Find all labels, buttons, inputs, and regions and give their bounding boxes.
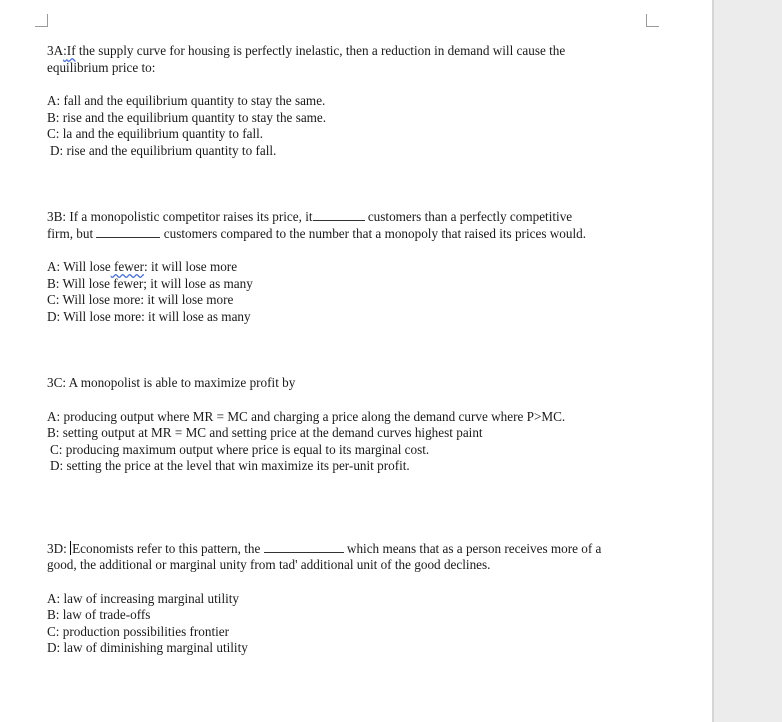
question-3d-text-line2: good, the additional or marginal unity from tad' additional unit of the good declines.: [47, 557, 491, 572]
option-a-text: A: Will lose: [47, 259, 111, 274]
option-a: A: fall and the equilibrium quantity to stay the same.: [47, 93, 326, 108]
answer-blank-2: [96, 227, 160, 238]
question-3b-options: [47, 259, 657, 325]
page-edge-shadow: [712, 0, 714, 722]
question-3d-prompt: [47, 541, 657, 574]
question-3d: [47, 541, 657, 657]
answer-blank-1: [313, 210, 365, 221]
crop-mark-top-right: [646, 14, 659, 27]
question-3c: [47, 375, 657, 475]
option-a-text-cont: : it will lose more: [144, 259, 238, 274]
spellcheck-mark: :: [63, 43, 67, 58]
option-b: B: rise and the equilibrium quantity to stay the same.: [47, 109, 327, 125]
option-c: C: la and the equilibrium quantity to fall.: [47, 126, 264, 141]
question-3d-text: Economists refer to this pattern, the: [72, 540, 264, 556]
question-3c-options: [47, 409, 657, 475]
option-d: D: rise and the equilibrium quantity to fall.: [50, 142, 277, 158]
spellcheck-word: fewer: [110, 259, 145, 274]
option-d: D: setting the price at the level that win maximize its per-unit profit.: [50, 458, 410, 473]
question-3b: [47, 209, 657, 325]
question-3b-text-line2-cont: customers compared to the number that a monopoly that raised its prices would.: [160, 225, 587, 241]
question-3b-text: 3B: If a monopolistic competitor raises its price, it: [47, 209, 313, 224]
question-3a-number: 3A: [47, 43, 64, 58]
question-3c-prompt: 3C: A monopolist is able to maximize profit by: [47, 375, 296, 390]
question-3b-text-line2: firm, but: [47, 225, 97, 241]
option-b: B: setting output at MR = MC and setting price at the demand curves highest paint: [47, 425, 483, 440]
question-3d-text-cont: which means that as a person receives more of a: [343, 540, 602, 556]
question-3a-options: [47, 93, 657, 159]
text-cursor: [70, 541, 71, 555]
question-3a-text: the supply curve for housing is perfectly inelastic, then a reduction in demand will cause the: [75, 43, 566, 58]
question-3d-number: 3D:: [47, 540, 71, 556]
question-3d-options: [47, 591, 657, 657]
question-3b-text-cont: customers than a perfectly competitive: [364, 209, 573, 224]
option-a: [47, 259, 657, 276]
option-a: A: law of increasing marginal utility: [47, 590, 240, 606]
option-b: B: law of trade-offs: [47, 607, 151, 622]
question-3a-prompt: [47, 43, 657, 76]
spellcheck-word: If: [66, 43, 76, 58]
option-c: C: production possibilities frontier: [47, 623, 230, 639]
option-b: B: Will lose fewer; it will lose as many: [47, 275, 253, 291]
crop-mark-top-left: [35, 14, 48, 27]
option-c: C: Will lose more: it will lose more: [47, 292, 234, 307]
document-body[interactable]: [47, 43, 657, 657]
answer-blank: [264, 542, 344, 553]
question-3b-prompt: [47, 209, 657, 242]
question-3a: [47, 43, 657, 159]
option-d: D: Will lose more: it will lose as many: [47, 308, 251, 324]
option-c: C: producing maximum output where price is equal to its marginal cost.: [50, 441, 430, 457]
option-d: D: law of diminishing marginal utility: [47, 640, 248, 655]
question-3a-text-line2: equilibrium price to:: [47, 59, 156, 75]
option-a: A: producing output where MR = MC and charging a price along the demand curve where P>MC.: [47, 408, 566, 424]
